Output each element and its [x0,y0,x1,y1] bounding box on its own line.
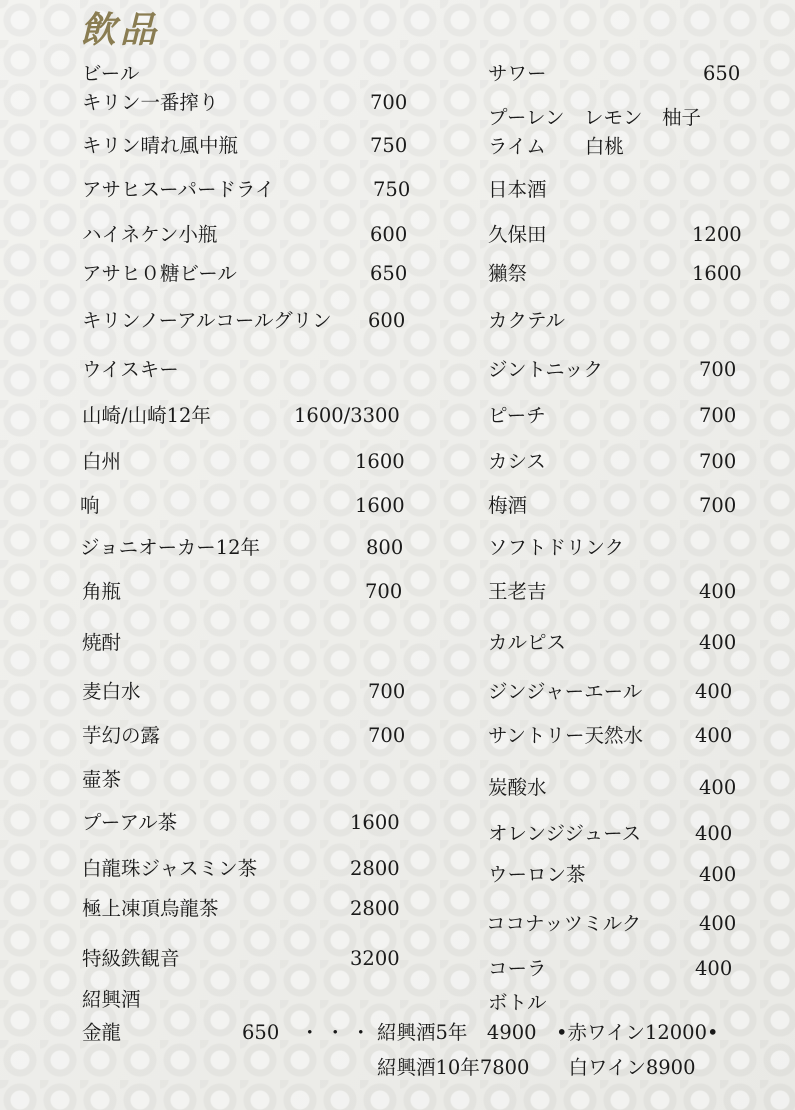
beer-item-name: アサヒ０糖ビール [82,262,237,285]
beer-item-name: アサヒスーパードライ [82,178,275,201]
beer-item-price: 750 [373,178,411,201]
beer-item-name: キリンノーアルコールグリン [82,309,332,332]
soft-drink-name: サントリー天然水 [488,724,644,747]
cocktail-item-price: 700 [699,494,737,517]
shochu-item-price: 700 [368,724,406,747]
shaoxing-header: 紹興酒 [82,988,141,1011]
beer-item-name: ハイネケン小瓶 [82,223,218,246]
beer-item-price: 600 [370,223,408,246]
bottle-line: 紹興酒5年 4900 •赤ワイン12000• [377,1021,719,1044]
cocktail-header: カクテル [488,309,566,332]
soft-drink-name: カルピス [488,631,567,654]
cocktail-item-name: ピーチ [488,404,546,427]
beer-header: ビール [82,62,140,85]
beer-item-name: キリン晴れ風中瓶 [82,134,239,157]
soft-drink-price: 400 [699,580,737,603]
shaoxing-item-price: 650 [242,1021,280,1044]
whisky-item-name: 山崎/山崎12年 [82,404,211,427]
sour-flavors: ライム 白桃 [488,135,624,158]
shochu-item-name: 麦白水 [82,680,141,703]
cocktail-item-price: 700 [699,450,737,473]
tea-item-price: 3200 [350,947,400,970]
soft-drink-price: 400 [699,776,737,799]
sake-item-price: 1200 [692,223,742,246]
soft-drink-name: 王老吉 [488,580,547,603]
whisky-item-name: 响 [80,494,100,517]
pot-tea-header: 壷茶 [82,768,122,791]
tea-item-price: 2800 [350,897,400,920]
sour-header: サワー [488,62,547,85]
soft-drink-price: 400 [699,912,737,935]
soft-drink-price: 400 [699,631,737,654]
soft-drink-price: 400 [695,822,733,845]
cocktail-item-price: 700 [699,404,737,427]
sake-item-price: 1600 [692,262,742,285]
soft-drink-name: ウーロン茶 [488,863,586,886]
soft-drink-header: ソフトドリンク [488,536,625,559]
whisky-item-name: ジョニオーカー12年 [80,536,261,559]
cocktail-item-name: カシス [488,450,546,473]
shochu-item-name: 芋幻の露 [82,724,161,747]
cocktail-item-name: 梅酒 [488,494,528,517]
soft-drink-price: 400 [695,957,733,980]
soft-drink-price: 400 [695,680,733,703]
tea-item-name: 特級鉄観音 [82,947,180,970]
sake-item-name: 久保田 [488,223,547,246]
soft-drink-name: オレンジジュース [488,822,642,845]
soft-drink-name: ジンジャーエール [488,680,643,703]
cocktail-item-price: 700 [699,358,737,381]
beer-item-price: 600 [368,309,406,332]
tea-item-name: 極上凍頂烏龍茶 [82,897,219,920]
soft-drink-price: 400 [699,863,737,886]
page-title: 飲品 [80,9,161,51]
shochu-item-price: 700 [368,680,406,703]
beer-item-name: キリン一番搾り [82,91,219,114]
separator-dots: ・・・ [300,1021,377,1044]
soft-drink-name: 炭酸水 [488,776,547,799]
bottle-header: ボトル [488,991,547,1014]
beer-item-price: 750 [370,134,408,157]
bottle-line: 紹興酒10年7800 白ワイン8900 [377,1056,696,1079]
shochu-header: 焼酎 [82,631,122,654]
beer-item-price: 700 [370,91,408,114]
tea-item-price: 1600 [350,811,400,834]
soft-drink-name: コーラ [488,957,547,980]
whisky-item-name: 白州 [82,450,122,473]
whisky-item-price: 1600/3300 [294,404,400,427]
sake-item-name: 獺祭 [488,262,528,285]
tea-item-name: 白龍珠ジャスミン茶 [82,857,258,880]
sour-price: 650 [703,62,741,85]
whisky-header: ウイスキー [82,358,179,381]
whisky-item-price: 1600 [355,450,405,473]
whisky-item-name: 角瓶 [82,580,122,603]
tea-item-price: 2800 [350,857,400,880]
sake-header: 日本酒 [488,178,547,201]
tea-item-name: プーアル茶 [82,811,178,834]
soft-drink-price: 400 [695,724,733,747]
beer-item-price: 650 [370,262,408,285]
cocktail-item-name: ジントニック [488,358,603,381]
shaoxing-item-name: 金龍 [82,1021,122,1044]
soft-drink-name: ココナッツミルク [486,912,642,935]
sour-flavors: プーレン レモン 柚子 [488,106,702,129]
whisky-item-price: 800 [366,536,404,559]
whisky-item-price: 700 [365,580,403,603]
whisky-item-price: 1600 [355,494,405,517]
